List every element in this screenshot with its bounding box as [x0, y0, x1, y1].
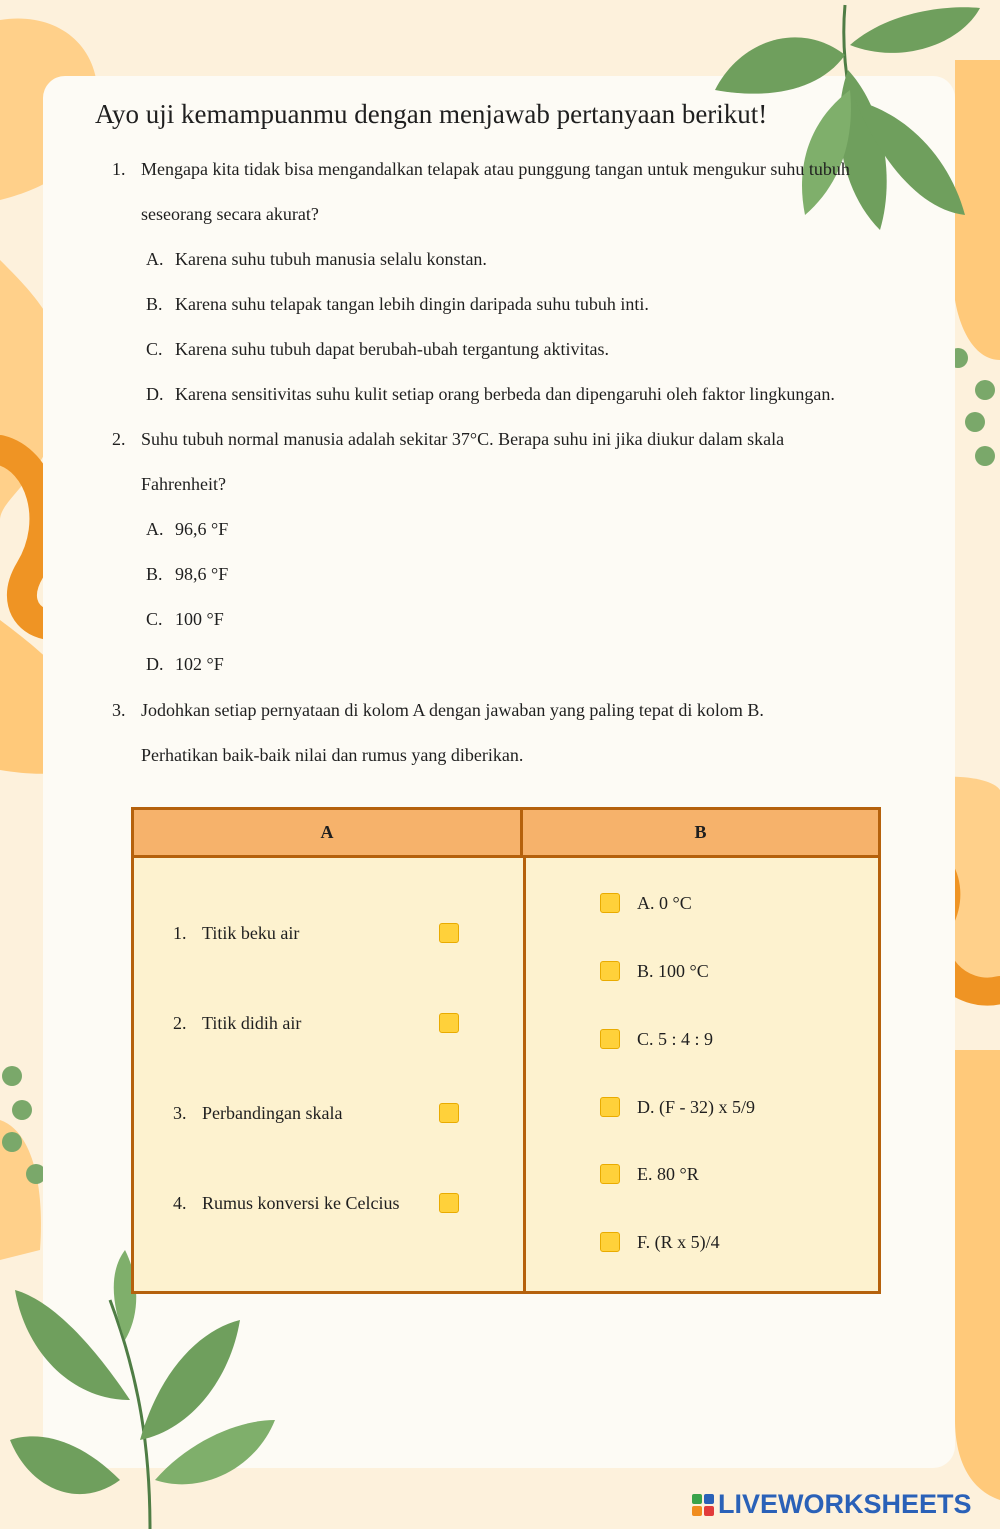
q2-option-c-letter[interactable]: C. — [146, 609, 163, 629]
q1-option-b-letter[interactable]: B. — [146, 294, 163, 314]
match-slot-b5[interactable] — [600, 1164, 620, 1184]
question-1-text-cont: seseorang secara akurat? — [141, 204, 319, 224]
q2-option-a-letter[interactable]: A. — [146, 519, 164, 539]
q2-option-a[interactable]: 96,6 °F — [175, 519, 229, 539]
column-b-item-4: D. (F - 32) x 5/9 — [637, 1097, 755, 1117]
match-slot-b1[interactable] — [600, 893, 620, 913]
question-3-text: Jodohkan setiap pernyataan di kolom A dengan jawaban yang paling tepat di kolom B. — [141, 700, 764, 720]
column-b-item-1: A. 0 °C — [637, 893, 692, 913]
q2-option-d[interactable]: 102 °F — [175, 654, 224, 674]
column-b-item-2: B. 100 °C — [637, 961, 709, 981]
column-a-item-2-number: 2. — [173, 1013, 187, 1033]
column-a-item-3-number: 3. — [173, 1103, 187, 1123]
q2-option-c[interactable]: 100 °F — [175, 609, 224, 629]
match-slot-a3[interactable] — [439, 1103, 459, 1123]
q1-option-d[interactable]: Karena sensitivitas suhu kulit setiap orang berbeda dan dipengaruhi oleh faktor lingkungan. — [175, 384, 835, 404]
question-2-text-cont: Fahrenheit? — [141, 474, 226, 494]
column-divider — [523, 858, 526, 1291]
column-a-item-2: Titik didih air — [202, 1013, 302, 1033]
question-3-text-cont: Perhatikan baik-baik nilai dan rumus yang diberikan. — [141, 745, 524, 765]
column-a-header: A — [134, 810, 523, 858]
column-a-item-1-number: 1. — [173, 923, 187, 943]
question-2-number: 2. — [112, 429, 126, 449]
column-b-header: B — [523, 810, 878, 858]
match-slot-b4[interactable] — [600, 1097, 620, 1117]
question-1-number: 1. — [112, 159, 126, 179]
page-title: Ayo uji kemampuanmu dengan menjawab pertanyaan berikut! — [95, 99, 768, 129]
match-slot-b6[interactable] — [600, 1232, 620, 1252]
q1-option-a[interactable]: Karena suhu tubuh manusia selalu konstan. — [175, 249, 487, 269]
matching-table — [131, 807, 881, 1294]
column-b-item-6: F. (R x 5)/4 — [637, 1232, 720, 1252]
match-slot-b3[interactable] — [600, 1029, 620, 1049]
liveworksheets-logo — [692, 1489, 972, 1520]
q1-option-a-letter[interactable]: A. — [146, 249, 164, 269]
question-1-text: Mengapa kita tidak bisa mengandalkan telapak atau punggung tangan untuk mengukur suhu tubuh — [141, 159, 850, 179]
match-slot-b2[interactable] — [600, 961, 620, 981]
match-slot-a1[interactable] — [439, 923, 459, 943]
column-b-item-3: C. 5 : 4 : 9 — [637, 1029, 714, 1049]
liveworksheets-logo-mark — [692, 1494, 714, 1516]
q1-option-c[interactable]: Karena suhu tubuh dapat berubah-ubah tergantung aktivitas. — [175, 339, 610, 359]
column-a-item-4-number: 4. — [173, 1193, 187, 1213]
q2-option-b[interactable]: 98,6 °F — [175, 564, 229, 584]
match-slot-a2[interactable] — [439, 1013, 459, 1033]
q1-option-b[interactable]: Karena suhu telapak tangan lebih dingin daripada suhu tubuh inti. — [175, 294, 649, 314]
column-a-item-4: Rumus konversi ke Celcius — [202, 1193, 400, 1213]
column-a-item-3: Perbandingan skala — [202, 1103, 343, 1123]
q2-option-b-letter[interactable]: B. — [146, 564, 163, 584]
q1-option-d-letter[interactable]: D. — [146, 384, 164, 404]
match-slot-a4[interactable] — [439, 1193, 459, 1213]
liveworksheets-logo-text: LIVEWORKSHEETS — [718, 1489, 972, 1519]
column-a-item-1: Titik beku air — [202, 923, 300, 943]
question-3-number: 3. — [112, 700, 126, 720]
q2-option-d-letter[interactable]: D. — [146, 654, 164, 674]
q1-option-c-letter[interactable]: C. — [146, 339, 163, 359]
column-b-item-5: E. 80 °R — [637, 1164, 699, 1184]
question-2-text: Suhu tubuh normal manusia adalah sekitar 37°C. Berapa suhu ini jika diukur dalam skala — [141, 429, 785, 449]
